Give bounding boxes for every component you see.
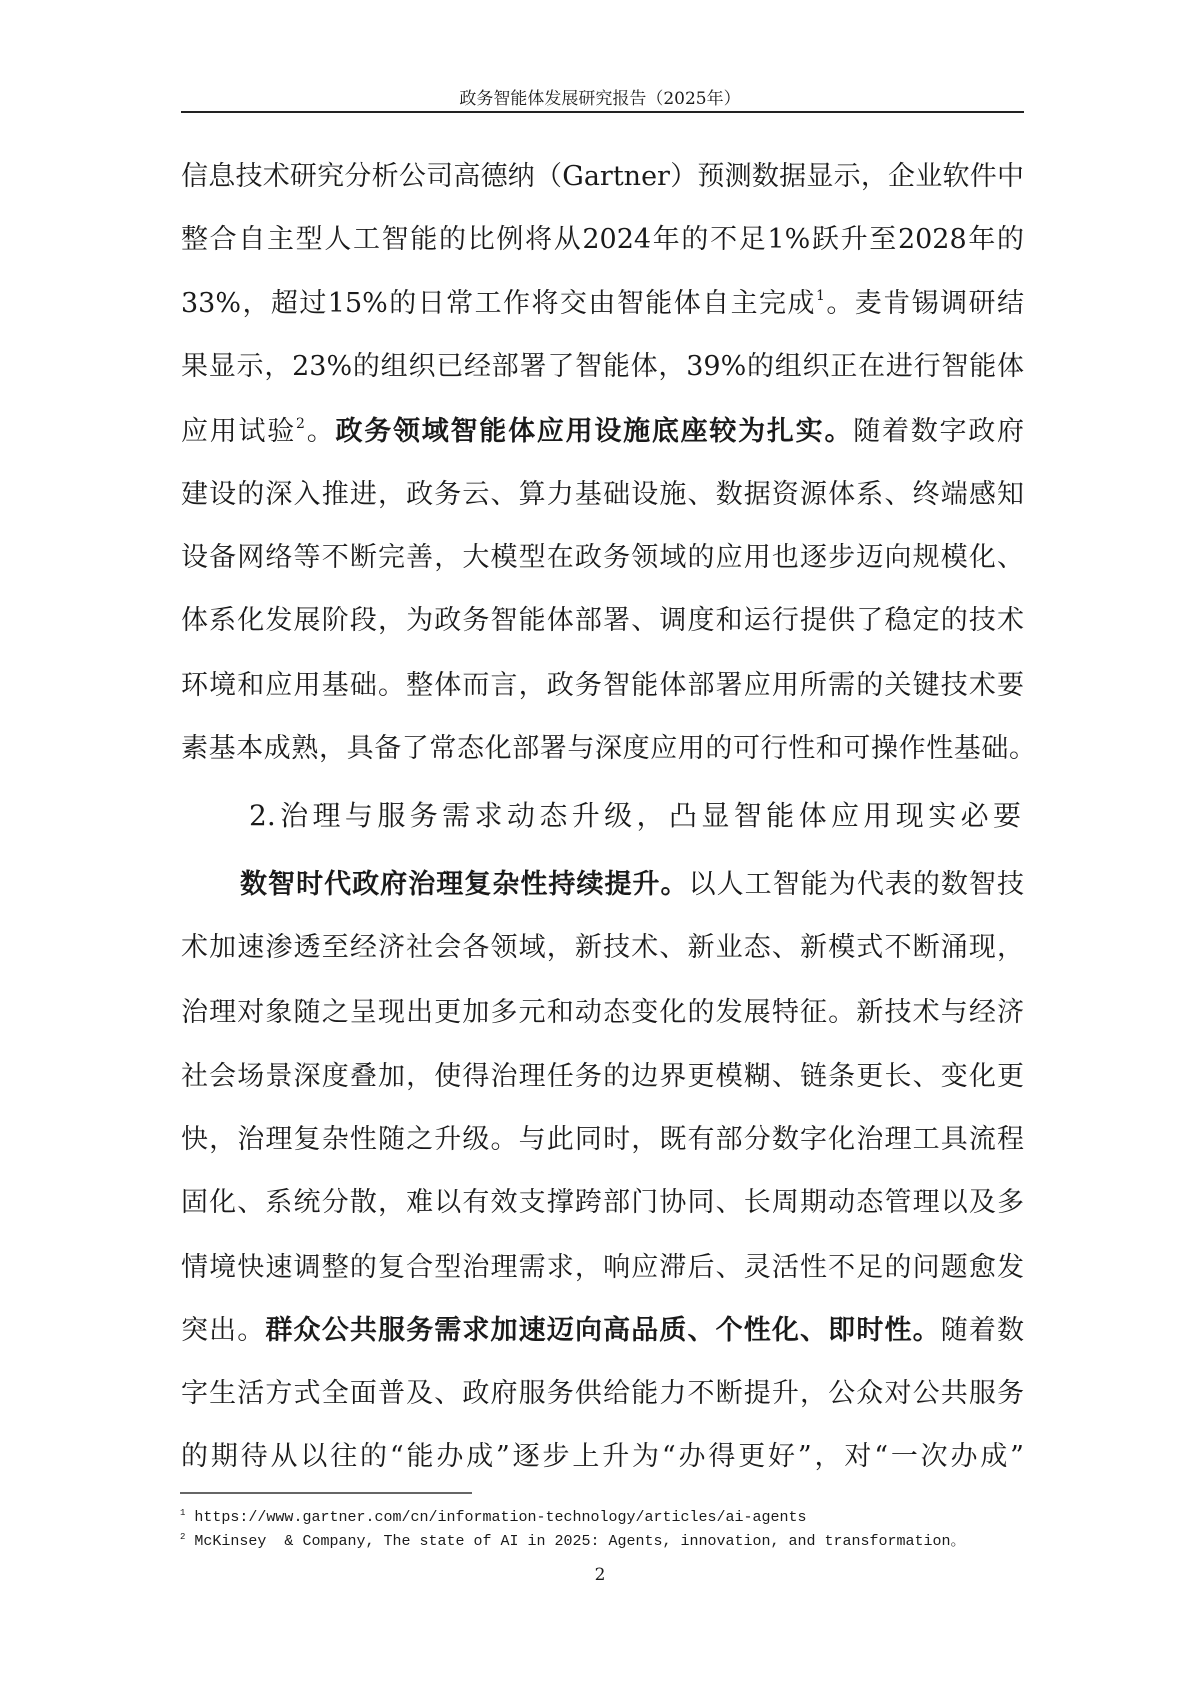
footnote-text: McKinsey & Company, The state of AI in 2025: Agents, innovation, and transformation。 [194, 1533, 966, 1550]
body-line [181, 287, 1024, 321]
bold-lead: 群众公共服务需求加速迈向高品质、个性化、即时性。 [265, 1315, 941, 1346]
footnote-separator [180, 1492, 472, 1494]
body-line: 快，治理复杂性随之升级。与此同时，既有部分数字化治理工具流程 [181, 1124, 1024, 1155]
body-line: 术加速渗透至经济社会各领域，新技术、新业态、新模式不断涌现， [181, 932, 1024, 963]
body-line: 固化、系统分散，难以有效支撑跨部门协同、长周期动态管理以及多 [181, 1187, 1024, 1218]
body-line [240, 868, 1024, 902]
body-line: 整合自主型人工智能的比例将从2024年的不足1%跃升至2028年的 [181, 224, 1024, 255]
footnote-ref[interactable]: 2 [296, 416, 305, 432]
footnote-1 [180, 1508, 807, 1528]
footnote-mark: 2 [180, 1532, 186, 1542]
body-line: 情境快速调整的复合型治理需求，响应滞后、灵活性不足的问题愈发 [181, 1252, 1024, 1283]
body-line [181, 1314, 1024, 1348]
body-line: 设备网络等不断完善，大模型在政务领域的应用也逐步迈向规模化、 [181, 542, 1024, 573]
text: 以人工智能为代表的数智技 [688, 869, 1025, 900]
footnote-mark: 1 [180, 1508, 186, 1518]
bold-lead: 数智时代政府治理复杂性持续提升。 [240, 869, 689, 900]
text: 应用试验 [181, 416, 297, 447]
running-header: 政务智能体发展研究报告（2025年） [459, 89, 741, 109]
body-line: 社会场景深度叠加，使得治理任务的边界更模糊、链条更长、变化更 [181, 1061, 1024, 1092]
header-rule [181, 111, 1024, 113]
footnote-2 [180, 1532, 966, 1552]
body-line: 环境和应用基础。整体而言，政务智能体部署应用所需的关键技术要 [181, 670, 1024, 701]
body-line: 的期待从以往的“能办成”逐步上升为“办得更好”，对“一次办成” [181, 1441, 1024, 1472]
text: 。麦肯锡调研结 [824, 288, 1024, 319]
body-line: 素基本成熟，具备了常态化部署与深度应用的可行性和可操作性基础。 [181, 733, 1036, 764]
body-line: 体系化发展阶段，为政务智能体部署、调度和运行提供了稳定的技术 [181, 605, 1024, 636]
text: 。 [304, 416, 336, 447]
text: 随着数 [940, 1315, 1025, 1346]
body-line: 字生活方式全面普及、政府服务供给能力不断提升，公众对公共服务 [181, 1378, 1024, 1409]
body-line: 治理对象随之呈现出更加多元和动态变化的发展特征。新技术与经济 [181, 997, 1024, 1028]
body-line [181, 415, 1024, 449]
page-number: 2 [594, 1565, 606, 1585]
body-line: 信息技术研究分析公司高德纳（Gartner）预测数据显示，企业软件中 [181, 161, 1024, 192]
text: 突出。 [181, 1315, 266, 1346]
text: 随着数字政府 [853, 416, 1025, 447]
footnote-ref[interactable]: 1 [815, 288, 825, 304]
bold-lead: 政务领域智能体应用设施底座较为扎实。 [335, 416, 854, 447]
body-line: 果显示，23%的组织已经部署了智能体，39%的组织正在进行智能体 [181, 351, 1024, 382]
text: 33%，超过15%的日常工作将交由智能体自主完成 [181, 288, 816, 319]
body-line: 建设的深入推进，政务云、算力基础设施、数据资源体系、终端感知 [181, 479, 1024, 510]
section-heading: 2.治理与服务需求动态升级，凸显智能体应用现实必要 [249, 799, 1021, 832]
footnote-link[interactable]: https://www.gartner.com/cn/information-technology/articles/ai-agents [194, 1509, 807, 1526]
